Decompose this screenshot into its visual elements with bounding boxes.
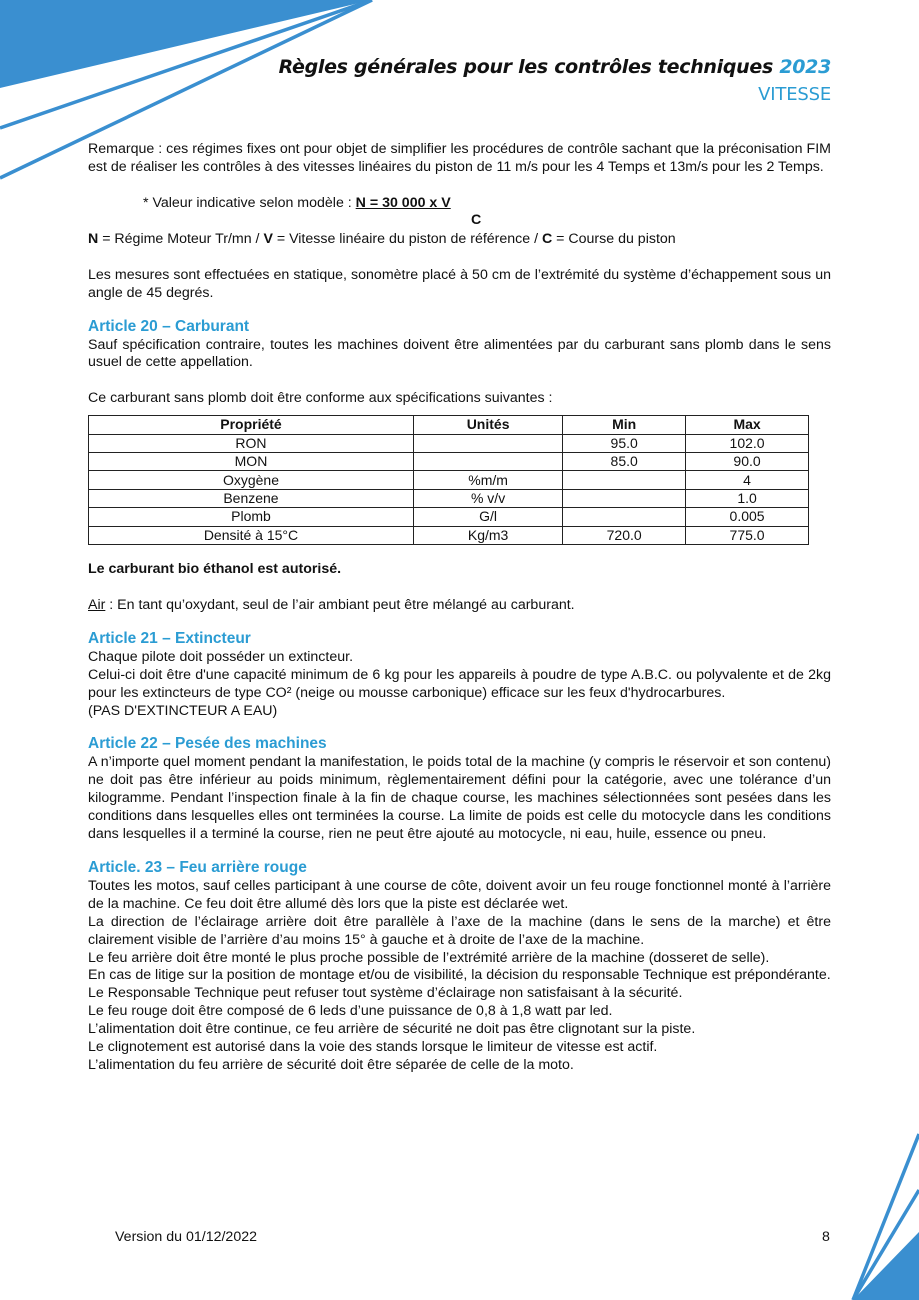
table-cell: [413, 434, 562, 452]
article-22-heading: Article 22 – Pesée des machines: [88, 735, 327, 753]
legend-c-text: = Course du piston: [552, 230, 676, 247]
table-cell: 0.005: [686, 508, 809, 526]
table-cell: MON: [89, 453, 414, 471]
article-23-line: L’alimentation doit être continue, ce feu arrière de sécurité ne doit pas être clignotant sur la piste.: [88, 1021, 696, 1038]
table-row: [89, 453, 809, 471]
table-cell: 4: [686, 471, 809, 489]
article-20-heading: Article 20 – Carburant: [88, 317, 250, 335]
table-cell: 102.0: [686, 434, 809, 452]
page-content: [88, 141, 831, 1075]
table-cell: 85.0: [563, 453, 686, 471]
table-cell: Kg/m3: [413, 526, 562, 544]
table-cell: 1.0: [686, 489, 809, 507]
formula-legend: [88, 231, 831, 249]
table-header: Propriété: [89, 416, 414, 434]
legend-n-text: = Régime Moteur Tr/mn /: [98, 230, 264, 247]
legend-c: C: [541, 230, 553, 247]
table-cell: 90.0: [686, 453, 809, 471]
table-cell: [413, 453, 562, 471]
page-number: 8: [822, 1229, 830, 1245]
table-cell: [563, 489, 686, 507]
formula-prefix: * Valeur indicative selon modèle :: [143, 194, 356, 211]
table-cell: [563, 508, 686, 526]
table-cell: 95.0: [563, 434, 686, 452]
article-23-line: Le Responsable Technique peut refuser tout système d’éclairage non satisfaisant à la sécurité.: [88, 985, 683, 1002]
measures-paragraph: Les mesures sont effectuées en statique, sonomètre placé à 50 cm de l’extrémité du système d’échappement sous un angle de 45 degrés.: [88, 266, 831, 301]
formula-denominator: C: [471, 211, 482, 228]
article-23-line: Le feu rouge doit être composé de 6 leds d’une puissance de 0,8 à 1,8 watt par led.: [88, 1003, 613, 1020]
article-21-heading: Article 21 – Extincteur: [88, 629, 251, 647]
document-year: 2023: [779, 56, 831, 78]
table-header: Unités: [413, 416, 562, 434]
article-20-paragraph-2: Ce carburant sans plomb doit être conforme aux spécifications suivantes :: [88, 390, 553, 407]
remark-paragraph: Remarque : ces régimes fixes ont pour objet de simplifier les procédures de contrôle sachant que la préconisation FIM est de réaliser les contrôles à des vitesses linéaires du piston de 11 m/s pour les 4 Temps et 13m/s pour les 2 Temps.: [88, 141, 831, 175]
table-cell: Benzene: [89, 489, 414, 507]
article-20-paragraph-1: Sauf spécification contraire, toutes les machines doivent être alimentées par du carburant sans plomb dans le sens usuel de cette appellation.: [88, 336, 831, 371]
table-row: [89, 526, 809, 544]
legend-n: N: [88, 230, 99, 247]
air-text: : En tant qu’oxydant, seul de l’air ambiant peut être mélangé au carburant.: [105, 596, 575, 613]
table-cell: Plomb: [89, 508, 414, 526]
table-cell: [563, 471, 686, 489]
air-label: Air: [88, 596, 106, 613]
legend-v: V: [263, 230, 273, 247]
article-23-line: Toutes les motos, sauf celles participant à une course de côte, doivent avoir un feu rouge fonctionnel monté à l’arrière de la machine. Ce feu doit être allumé dès lors que la piste est déclarée wet.: [88, 877, 831, 912]
table-header: Min: [563, 416, 686, 434]
table-row: [89, 434, 809, 452]
formula-numerator: N = 30 000 x V: [355, 194, 451, 211]
article-21-line: (PAS D'EXTINCTEUR A EAU): [88, 702, 278, 719]
document-subtitle: VITESSE: [758, 84, 831, 105]
air-note: [88, 597, 831, 615]
table-cell: 720.0: [563, 526, 686, 544]
fuel-spec-table: [88, 415, 809, 545]
formula: [143, 195, 831, 231]
article-23-line: L’alimentation du feu arrière de sécurité doit être séparée de celle de la moto.: [88, 1057, 574, 1074]
table-cell: % v/v: [413, 489, 562, 507]
table-header-row: [89, 416, 809, 434]
table-cell: G/l: [413, 508, 562, 526]
legend-v-text: = Vitesse linéaire du piston de référence /: [272, 230, 542, 247]
table-cell: Densité à 15°C: [89, 526, 414, 544]
table-row: [89, 489, 809, 507]
table-cell: RON: [89, 434, 414, 452]
table-row: [89, 471, 809, 489]
article-21-line: Chaque pilote doit posséder un extincteur.: [88, 648, 354, 665]
article-23-body: [88, 878, 831, 1075]
article-23-line: En cas de litige sur la position de montage et/ou de visibilité, la décision du responsable Technique est prépondérante.: [88, 967, 831, 984]
article-23-heading: Article. 23 – Feu arrière rouge: [88, 858, 307, 876]
table-row: [89, 508, 809, 526]
table-cell: Oxygène: [89, 471, 414, 489]
table-cell: 775.0: [686, 526, 809, 544]
article-22-paragraph: A n’importe quel moment pendant la manifestation, le poids total de la machine (y compris le réservoir et son contenu) ne doit pas être inférieur au poids minimum, règlementairement défini pour la catégorie, avec une tolérance d’un kilogramme. Pendant l’inspection finale à la fin de chaque course, les machines sélectionnées sont pesées dans les conditions dans lesquelles elles ont terminées la course. La limite de poids est celle du motocycle dans les conditions dans lesquelles il a terminé la course, rien ne peut être ajouté au motocycle, ni eau, huile, essence ou pneu.: [88, 754, 831, 843]
article-23-line: Le clignotement est autorisé dans la voie des stands lorsque le limiteur de vitesse est actif.: [88, 1039, 658, 1056]
document-title-text: Règles générales pour les contrôles techniques: [278, 56, 773, 78]
article-23-line: Le feu arrière doit être monté le plus proche possible de l’extrémité arrière de la machine (dosseret de selle).: [88, 949, 770, 966]
article-21-line: Celui-ci doit être d'une capacité minimum de 6 kg pour les appareils à poudre de type A.B.C. ou polyvalente et de 2kg pour les extincteurs de type CO² (neige ou mousse carbonique) efficace sur les feux d'hydrocarbures.: [88, 666, 831, 701]
table-cell: %m/m: [413, 471, 562, 489]
table-header: Max: [686, 416, 809, 434]
bio-ethanol-note: Le carburant bio éthanol est autorisé.: [88, 560, 342, 577]
document-title: [279, 56, 831, 78]
footer-version: Version du 01/12/2022: [115, 1229, 257, 1245]
article-23-line: La direction de l’éclairage arrière doit être parallèle à l’axe de la machine (dans le sens de la marche) et être clairement visible de l’arrière d’au moins 15° à gauche et à droite de l’axe de la machine.: [88, 913, 831, 948]
